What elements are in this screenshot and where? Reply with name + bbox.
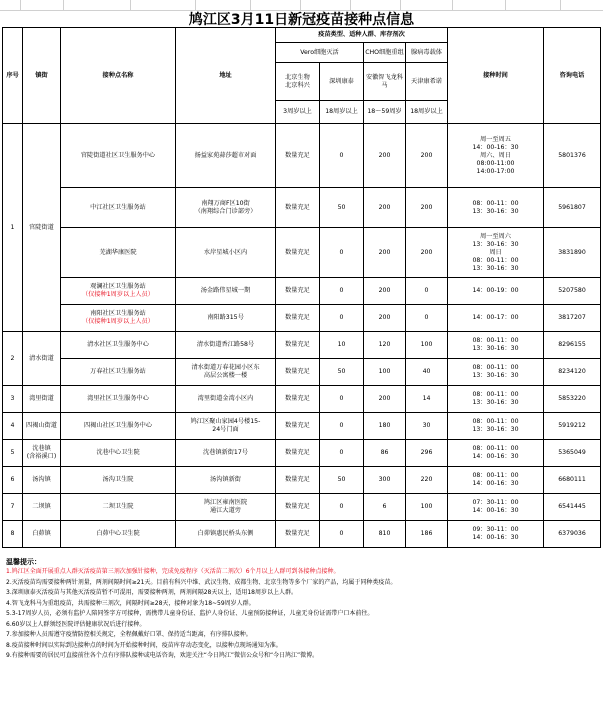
- site-name: [61, 278, 176, 305]
- site-address: 汤沟镇新街: [176, 467, 276, 494]
- notes-title: 温馨提示：: [6, 558, 41, 566]
- stock-tianjin: 14: [406, 386, 448, 413]
- header-vero: Vero细胞灭活: [276, 43, 364, 63]
- row-town: 汤沟镇: [23, 467, 61, 494]
- site-phone: 8296155: [544, 332, 601, 359]
- site-address: 南翔万商F区10街 （南翔综合门诊部旁）: [176, 188, 276, 228]
- row-town: 清水街道: [23, 332, 61, 386]
- table-row: [3, 124, 601, 188]
- stock-anhui: 86: [364, 440, 406, 467]
- stock-beijing: 数量充足: [276, 332, 320, 359]
- stock-anhui: 200: [364, 188, 406, 228]
- site-name: 官陡街道社区卫生服务中心: [61, 124, 176, 188]
- site-name-text: 观澜社区卫生服务站: [90, 283, 146, 290]
- header-mfr-beijing: 北京生物 北京科兴: [276, 63, 320, 101]
- site-address: 水岸星城小区内: [176, 228, 276, 278]
- note-item: 9.有接种需要的居民可直接前往各个点有序排队接种或电话咨询，欢迎关注“今日鸠江”微信公众号和“今日鸠江”微博。: [6, 652, 319, 659]
- stock-shenzhen: 50: [320, 467, 364, 494]
- stock-beijing: 数量充足: [276, 278, 320, 305]
- stock-tianjin: 0: [406, 305, 448, 332]
- site-phone: 6541445: [544, 494, 601, 521]
- row-seq: 8: [3, 521, 23, 548]
- site-time: 08：00-11：00 13：30-16：30: [448, 386, 544, 413]
- site-name: 四褐山社区卫生服务中心: [61, 413, 176, 440]
- header-mfr-tianjin: 天津康希诺: [406, 63, 448, 101]
- site-address: 沈巷镇新街17号: [176, 440, 276, 467]
- table-row: [3, 359, 601, 386]
- site-address: 白茆镇惠民桥头东侧: [176, 521, 276, 548]
- stock-beijing: 数量充足: [276, 494, 320, 521]
- site-time: 周一至周六 13：30-16：30 周日 08：00-11：00 13：30-16：30: [448, 228, 544, 278]
- site-phone: 3817207: [544, 305, 601, 332]
- vaccination-sites-table: [2, 27, 601, 548]
- row-town: 湾里街道: [23, 386, 61, 413]
- note-item: 3.深圳康泰灭活疫苗与其他灭活疫苗暂不可混用，需要接种两剂，两剂间隔28天以上，适用18周岁以上人群。: [6, 589, 297, 596]
- stock-beijing: 数量充足: [276, 413, 320, 440]
- site-restriction-note: （仅接种1周岁以上人员）: [82, 318, 154, 325]
- header-age: 18～59周岁: [364, 101, 406, 124]
- table-row: [3, 332, 601, 359]
- stock-tianjin: 200: [406, 228, 448, 278]
- stock-anhui: 810: [364, 521, 406, 548]
- site-time: 08：00-11：00 14：00-16：30: [448, 440, 544, 467]
- header-mfr-anhui: 安徽智飞龙科马: [364, 63, 406, 101]
- site-name: [61, 305, 176, 332]
- stock-beijing: 数量充足: [276, 386, 320, 413]
- row-town: 四褐山街道: [23, 413, 61, 440]
- stock-anhui: 200: [364, 124, 406, 188]
- site-name: 二坝卫生院: [61, 494, 176, 521]
- header-mfr-shenzhen: 深圳康泰: [320, 63, 364, 101]
- stock-tianjin: 220: [406, 467, 448, 494]
- site-name: 芜湖华康医院: [61, 228, 176, 278]
- site-name: 湾里社区卫生服务中心: [61, 386, 176, 413]
- stock-tianjin: 0: [406, 278, 448, 305]
- stock-beijing: 数量充足: [276, 521, 320, 548]
- site-phone: 8234120: [544, 359, 601, 386]
- site-phone: 5365049: [544, 440, 601, 467]
- stock-shenzhen: 0: [320, 413, 364, 440]
- stock-anhui: 6: [364, 494, 406, 521]
- header-age: 18周岁以上: [320, 101, 364, 124]
- site-phone: 5919212: [544, 413, 601, 440]
- stock-tianjin: 100: [406, 494, 448, 521]
- site-restriction-note: （仅接种1周岁以上人员）: [82, 291, 154, 298]
- row-seq: 6: [3, 467, 23, 494]
- site-name: 万春社区卫生服务站: [61, 359, 176, 386]
- table-row: [3, 386, 601, 413]
- note-item: 5.3-17周岁人员，必须有监护人陪同签字方可接种，需携带儿童身份证、监护人身份证、儿童预防接种证，儿童无身份证需带户口本前往。: [6, 610, 374, 617]
- stock-tianjin: 100: [406, 332, 448, 359]
- site-address: 湾里街道金湾小区内: [176, 386, 276, 413]
- header-age: 3周岁以上: [276, 101, 320, 124]
- note-item: 4.智飞龙科马为重组疫苗，共需接种三剂次，间隔时间≥28天，接种对象为18~59周岁人群。: [6, 599, 255, 607]
- site-time: 08：00-11：00 13：30-16：30: [448, 413, 544, 440]
- header-address: 地址: [176, 28, 276, 124]
- note-item: 2.灭活疫苗均需要接种两针剂量，两剂间隔时间≥21天。目前有科兴中维、武汉生物、成都生物、北京生物等多个厂家的产品，均属于同种类疫苗。: [6, 578, 397, 586]
- site-time: 周一至周五 14：00-16：30 周六、周日 08:00-11:00 14:00-17:00: [448, 124, 544, 188]
- row-town: 白茆镇: [23, 521, 61, 548]
- note-item: 7.参加接种人员需遵守疫情防控相关规定，全程佩戴好口罩、保持适当距离，有序排队接种。: [6, 631, 252, 638]
- site-address: 汤金路伟星城一期: [176, 278, 276, 305]
- stock-anhui: 180: [364, 413, 406, 440]
- stock-tianjin: 40: [406, 359, 448, 386]
- row-town: 沈巷镇 (含裕溪口): [23, 440, 61, 467]
- stock-beijing: 数量充足: [276, 305, 320, 332]
- stock-shenzhen: 50: [320, 188, 364, 228]
- stock-shenzhen: 0: [320, 521, 364, 548]
- stock-beijing: 数量充足: [276, 124, 320, 188]
- site-time: 08：00-11：00 13：30-16：30: [448, 359, 544, 386]
- stock-beijing: 数量充足: [276, 467, 320, 494]
- site-phone: 5801376: [544, 124, 601, 188]
- page-title: 鸠江区3月11日新冠疫苗接种点信息: [188, 12, 415, 28]
- stock-shenzhen: 0: [320, 124, 364, 188]
- site-time: 14：00-19：00: [448, 278, 544, 305]
- stock-anhui: 200: [364, 305, 406, 332]
- row-seq: 1: [3, 124, 23, 332]
- row-town: 官陡街道: [23, 124, 61, 332]
- table-row: [3, 228, 601, 278]
- header-town: 镇街: [23, 28, 61, 124]
- site-name: 中江社区卫生服务站: [61, 188, 176, 228]
- stock-anhui: 100: [364, 359, 406, 386]
- table-row: [3, 467, 601, 494]
- stock-beijing: 数量充足: [276, 359, 320, 386]
- header-cho: CHO细胞重组: [364, 43, 406, 63]
- site-phone: 3831890: [544, 228, 601, 278]
- note-item: 6.60岁以上人群须经医院评估健康状况后进行接种。: [6, 620, 146, 628]
- stock-shenzhen: 0: [320, 278, 364, 305]
- site-name: 白茆中心卫生院: [61, 521, 176, 548]
- table-row: [3, 188, 601, 228]
- site-time: 08：00-11：00 13：30-16：30: [448, 188, 544, 228]
- stock-anhui: 200: [364, 278, 406, 305]
- site-time: 08：00-11：00 14：00-16：30: [448, 467, 544, 494]
- row-seq: 2: [3, 332, 23, 386]
- row-seq: 7: [3, 494, 23, 521]
- stock-shenzhen: 0: [320, 440, 364, 467]
- site-address: 清水街道万春花园小区东 高层公寓楼一楼: [176, 359, 276, 386]
- stock-shenzhen: 50: [320, 359, 364, 386]
- stock-beijing: 数量充足: [276, 228, 320, 278]
- table-row: [3, 494, 601, 521]
- stock-tianjin: 296: [406, 440, 448, 467]
- site-phone: 6680111: [544, 467, 601, 494]
- stock-shenzhen: 0: [320, 386, 364, 413]
- site-phone: 5207580: [544, 278, 601, 305]
- table-row: [3, 305, 601, 332]
- site-phone: 5853220: [544, 386, 601, 413]
- site-address: 鸠江区雍南医院 通江大道旁: [176, 494, 276, 521]
- site-address: 清水街道香江路58号: [176, 332, 276, 359]
- site-time: 14：00-17：00: [448, 305, 544, 332]
- stock-anhui: 200: [364, 228, 406, 278]
- stock-shenzhen: 0: [320, 305, 364, 332]
- site-name-text: 南阳社区卫生服务站: [90, 310, 146, 317]
- site-address: 鸠江区聚山家园4号楼15- 24号门面: [176, 413, 276, 440]
- header-adeno: 腺病毒载体: [406, 43, 448, 63]
- stock-tianjin: 186: [406, 521, 448, 548]
- stock-tianjin: 200: [406, 124, 448, 188]
- note-item: 8.疫苗接种时间以实际到达接种点的时间为开始接种时间，疫苗库存动态变化，以接种点现场通知为准。: [6, 641, 282, 649]
- stock-shenzhen: 0: [320, 228, 364, 278]
- site-address: 扬益家苑蒜莎超市对面: [176, 124, 276, 188]
- header-age: 18周岁以上: [406, 101, 448, 124]
- site-phone: 5961807: [544, 188, 601, 228]
- header-vaccine-group: 疫苗类型、适种人群、库存剂次: [276, 28, 448, 43]
- stock-shenzhen: 0: [320, 494, 364, 521]
- site-name: 汤沟卫生院: [61, 467, 176, 494]
- notes-section: [6, 557, 596, 662]
- header-time: 接种时间: [448, 28, 544, 124]
- stock-beijing: 数量充足: [276, 188, 320, 228]
- site-name: 清水社区卫生服务中心: [61, 332, 176, 359]
- table-row: [3, 440, 601, 467]
- header-phone: 咨询电话: [544, 28, 601, 124]
- note-item: 1.鸠江区全面开展重点人群灭活疫苗第三剂次加强针接种，完成免疫程序（灭活苗二剂次）6个月以上人群可到各接种点接种。: [6, 568, 340, 575]
- site-time: 09：30-11：00 14：00-16：30: [448, 521, 544, 548]
- stock-beijing: 数量充足: [276, 440, 320, 467]
- site-phone: 6379036: [544, 521, 601, 548]
- table-row: [3, 413, 601, 440]
- row-seq: 5: [3, 440, 23, 467]
- stock-tianjin: 30: [406, 413, 448, 440]
- row-seq: 3: [3, 386, 23, 413]
- header-site: 接种点名称: [61, 28, 176, 124]
- stock-shenzhen: 10: [320, 332, 364, 359]
- stock-anhui: 200: [364, 386, 406, 413]
- site-time: 08：00-11：00 13：30-16：30: [448, 332, 544, 359]
- table-row: [3, 278, 601, 305]
- row-seq: 4: [3, 413, 23, 440]
- site-address: 南阳路315号: [176, 305, 276, 332]
- stock-tianjin: 200: [406, 188, 448, 228]
- stock-anhui: 120: [364, 332, 406, 359]
- table-row: [3, 521, 601, 548]
- header-seq: 序号: [3, 28, 23, 124]
- stock-anhui: 300: [364, 467, 406, 494]
- site-name: 沈巷中心卫生院: [61, 440, 176, 467]
- site-time: 07：30-11：00 14：00-16：30: [448, 494, 544, 521]
- row-town: 二坝镇: [23, 494, 61, 521]
